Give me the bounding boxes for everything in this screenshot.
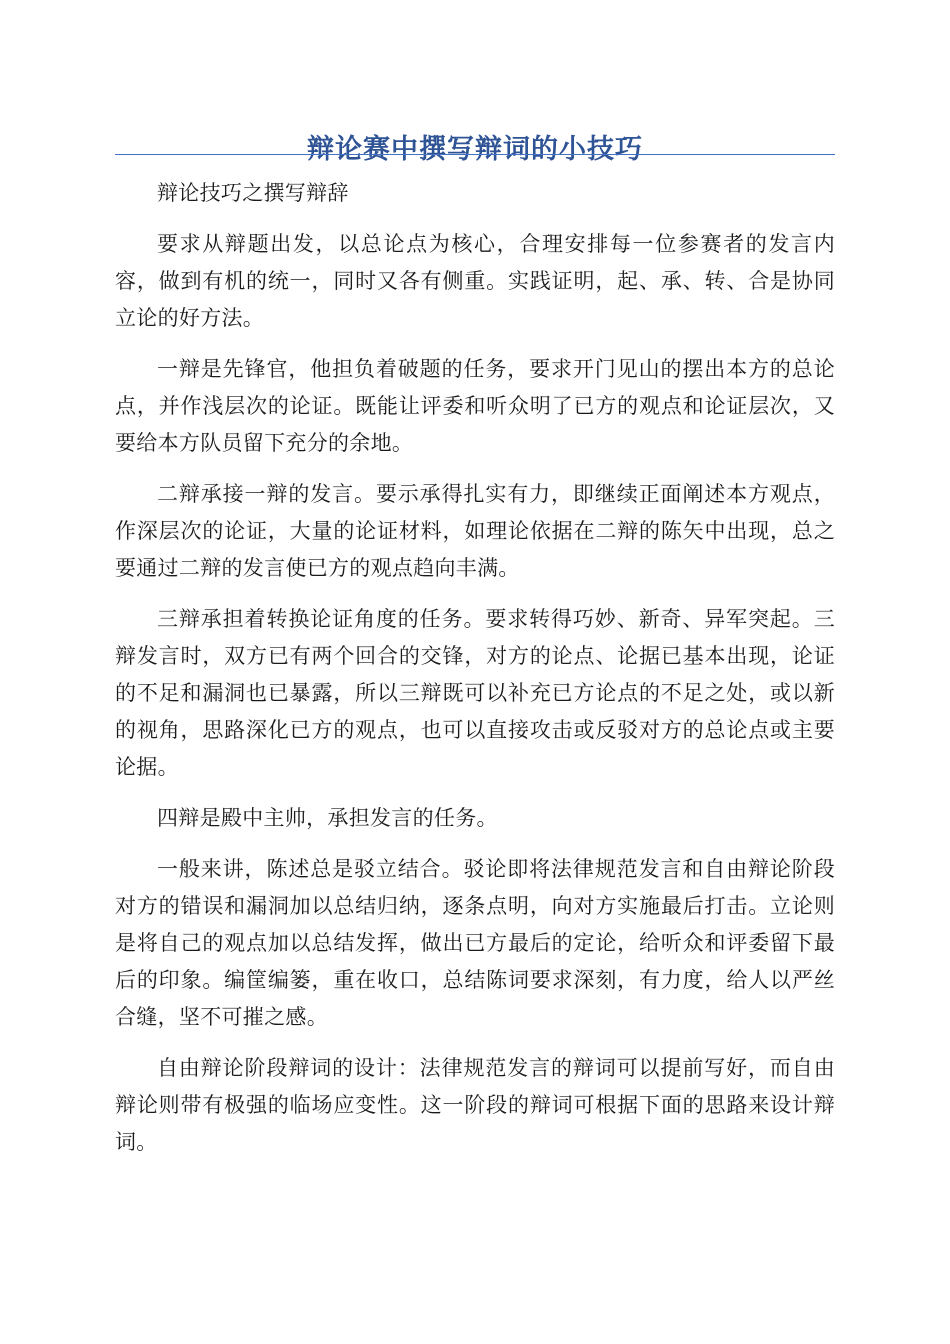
paragraph: 三辩承担着转换论证角度的任务。要求转得巧妙、新奇、异军突起。三辩发言时，双方已有两个回合的交锋，对方的论点、论据已基本出现，论证的不足和漏洞也已暴露，所以三辩既可以补充已方论点的不足之处，或以新的视角，思路深化已方的观点，也可以直接攻击或反驳对方的总论点或主要论据。	[115, 607, 835, 779]
paragraph: 要求从辩题出发，以总论点为核心，合理安排每一位参赛者的发言内容，做到有机的统一，同时又各有侧重。实践证明，起、承、转、合是协同立论的好方法。	[115, 232, 835, 330]
paragraph: 二辩承接一辩的发言。要示承得扎实有力，即继续正面阐述本方观点，作深层次的论证，大量的论证材料，如理论依据在二辩的陈矢中出现，总之要通过二辩的发言使已方的观点趋向丰满。	[115, 482, 835, 580]
paragraph: 四辩是殿中主帅，承担发言的任务。	[157, 806, 498, 830]
paragraph: 自由辩论阶段辩词的设计：法律规范发言的辩词可以提前写好，而自由辩论则带有极强的临场应变性。这一阶段的辩词可根据下面的思路来设计辩词。	[115, 1056, 835, 1154]
paragraph-subheading: 辩论技巧之撰写辩辞	[157, 181, 349, 205]
document-body	[115, 175, 835, 1175]
paragraph: 一般来讲，陈述总是驳立结合。驳论即将法律规范发言和自由辩论阶段对方的错误和漏洞加以总结归纳，逐条点明，向对方实施最后打击。立论则是将自己的观点加以总结发挥，做出已方最后的定论，给听众和评委留下最后的印象。编筐编篓，重在收口，总结陈词要求深刻，有力度，给人以严丝合缝，坚不可摧之感。	[115, 857, 835, 1029]
paragraph: 一辩是先锋官，他担负着破题的任务，要求开门见山的摆出本方的总论点，并作浅层次的论证。既能让评委和听众明了已方的观点和论证层次，又要给本方队员留下充分的余地。	[115, 357, 835, 455]
page-title: 辩论赛中撰写辩词的小技巧	[307, 134, 643, 166]
title-underline	[115, 154, 835, 155]
